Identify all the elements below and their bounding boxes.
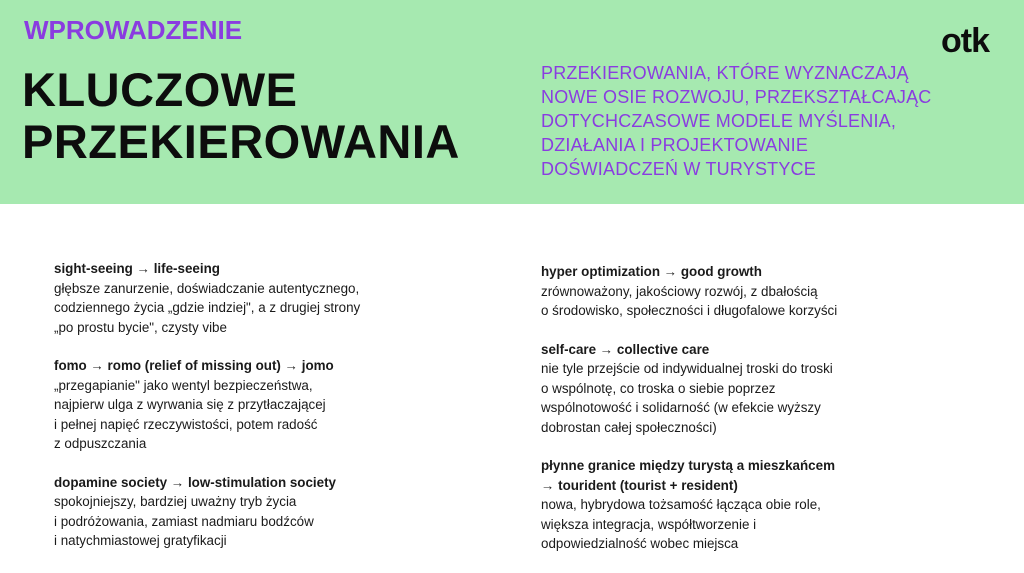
right-column	[541, 262, 971, 573]
subtitle-line: DOŚWIADCZEŃ W TURYSTYCE	[541, 159, 816, 179]
shift-heading: dopamine society → low-stimulation society	[54, 474, 337, 490]
shift-description-line: większa integracja, współtworzenie i	[541, 516, 757, 532]
shift-section	[541, 456, 971, 554]
shift-description-line: odpowiedzialność wobec miejsca	[541, 536, 739, 551]
shift-description-line: dobrostan całej społeczności)	[541, 419, 717, 435]
shift-description-line: o wspólnotę, co troska o siebie poprzez	[541, 380, 776, 396]
page-title-line: KLUCZOWE	[22, 63, 298, 116]
subtitle-line: NOWE OSIE ROZWOJU, PRZEKSZTAŁCAJĄC	[541, 87, 932, 107]
page-subtitle	[541, 61, 961, 181]
shift-description-line: wspólnotowość i solidarność (w efekcie wyższy	[541, 400, 821, 415]
shift-description-line: „przegapianie" jako wentyl bezpieczeństwa,	[54, 377, 313, 393]
otk-logo: otk	[941, 22, 989, 60]
shift-description-line: o środowisko, społeczności i długofalowe korzyści	[541, 303, 838, 318]
shift-section	[54, 356, 474, 454]
shift-heading: płynne granice między turystą a mieszkańcem	[541, 458, 835, 473]
shift-description-line: zrównoważony, jakościowy rozwój, z dbałością	[541, 283, 818, 299]
shift-section	[54, 259, 474, 337]
shift-heading: hyper optimization → good growth	[541, 264, 762, 279]
subtitle-line: PRZEKIEROWANIA, KTÓRE WYZNACZAJĄ	[541, 63, 909, 83]
page-title-line: PRZEKIEROWANIA	[22, 115, 460, 168]
shift-description-line: codziennego życia „gdzie indziej", a z drugiej strony	[54, 300, 361, 315]
shift-section	[54, 473, 474, 551]
shift-description-line: z odpuszczania	[54, 436, 147, 451]
shift-description-line: „po prostu bycie", czysty vibe	[54, 319, 227, 335]
shift-description-line: nie tyle przejście od indywidualnej troski do troski	[541, 361, 833, 376]
shift-description-line: najpierw ulga z wyrwania się z przytłaczającej	[54, 397, 326, 412]
section-eyebrow: WPROWADZENIE	[24, 15, 243, 45]
shift-description-line: głębsze zanurzenie, doświadczanie autentycznego,	[54, 280, 360, 296]
shift-heading: fomo → romo (relief of missing out) → jomo	[54, 358, 334, 373]
shift-description-line: spokojniejszy, bardziej uważny tryb życia	[54, 494, 297, 509]
shift-section	[541, 340, 971, 438]
shift-heading: sight-seeing → life-seeing	[54, 261, 220, 276]
shift-section	[541, 262, 971, 321]
subtitle-line: DOTYCHCZASOWE MODELE MYŚLENIA,	[541, 111, 897, 131]
shift-heading: self-care → collective care	[541, 341, 710, 357]
left-column	[54, 259, 474, 570]
shift-description-line: i pełnej napięć rzeczywistości, potem radość	[54, 416, 318, 432]
shift-description-line: nowa, hybrydowa tożsamość łącząca obie role,	[541, 497, 821, 512]
shift-description-line: i natychmiastowej gratyfikacji	[54, 533, 227, 548]
subtitle-line: DZIAŁANIA I PROJEKTOWANIE	[541, 135, 809, 155]
shift-heading: → tourident (tourist + resident)	[541, 477, 738, 493]
header-banner	[0, 0, 1024, 204]
page-title	[22, 64, 460, 168]
shift-description-line: i podróżowania, zamiast nadmiaru bodźców	[54, 513, 314, 529]
